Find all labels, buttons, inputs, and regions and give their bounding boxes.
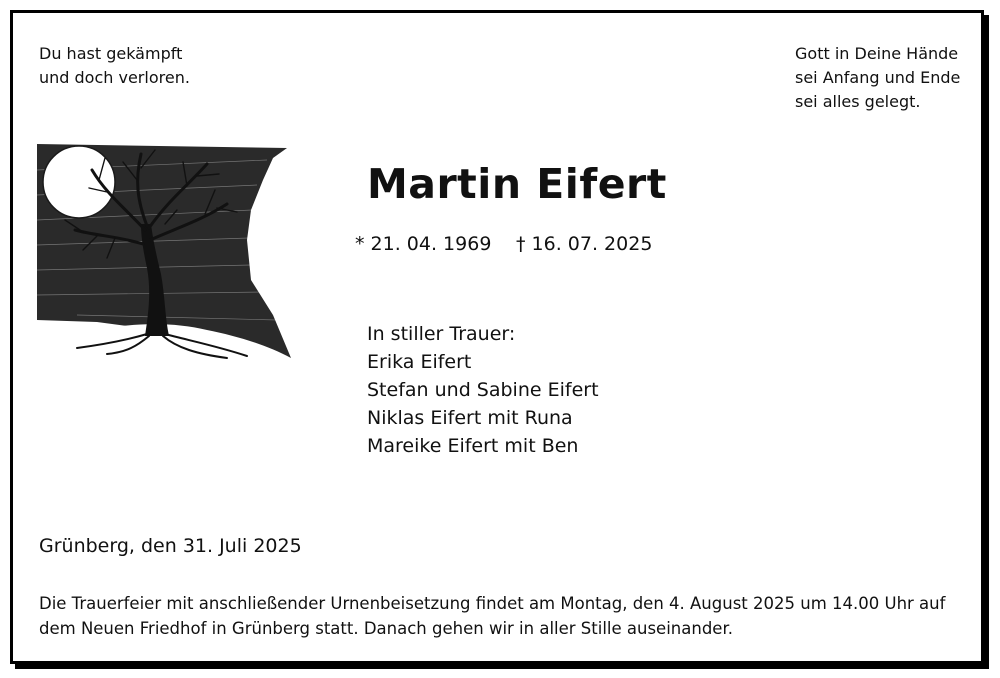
mourner-name: Stefan und Sabine Eifert — [367, 379, 599, 401]
funeral-notice: Die Trauerfeier mit anschließender Urnenbeisetzung findet am Montag, den 4. August 2025 um 14.00 Uhr auf dem Neuen Friedhof in Grünberg statt. Danach gehen wir in aller Stille auseinander. — [39, 594, 946, 638]
mourner-name: Niklas Eifert mit Runa — [367, 407, 573, 429]
mourner-name: Mareike Eifert mit Ben — [367, 435, 579, 457]
poem-right: Gott in Deine Hände sei Anfang und Ende sei alles gelegt. — [795, 44, 961, 111]
deceased-name: Martin Eifert — [367, 160, 667, 208]
mourners-heading: In stiller Trauer: — [367, 323, 516, 345]
mourners-list — [367, 320, 599, 460]
poem-left: Du hast gekämpft und doch verloren. — [39, 44, 190, 87]
tree-moon-illustration-icon — [37, 140, 293, 364]
birth-date: * 21. 04. 1969 — [355, 233, 492, 255]
death-date: † 16. 07. 2025 — [516, 233, 653, 255]
place-and-date: Grünberg, den 31. Juli 2025 — [39, 535, 302, 557]
mourner-name: Erika Eifert — [367, 351, 472, 373]
